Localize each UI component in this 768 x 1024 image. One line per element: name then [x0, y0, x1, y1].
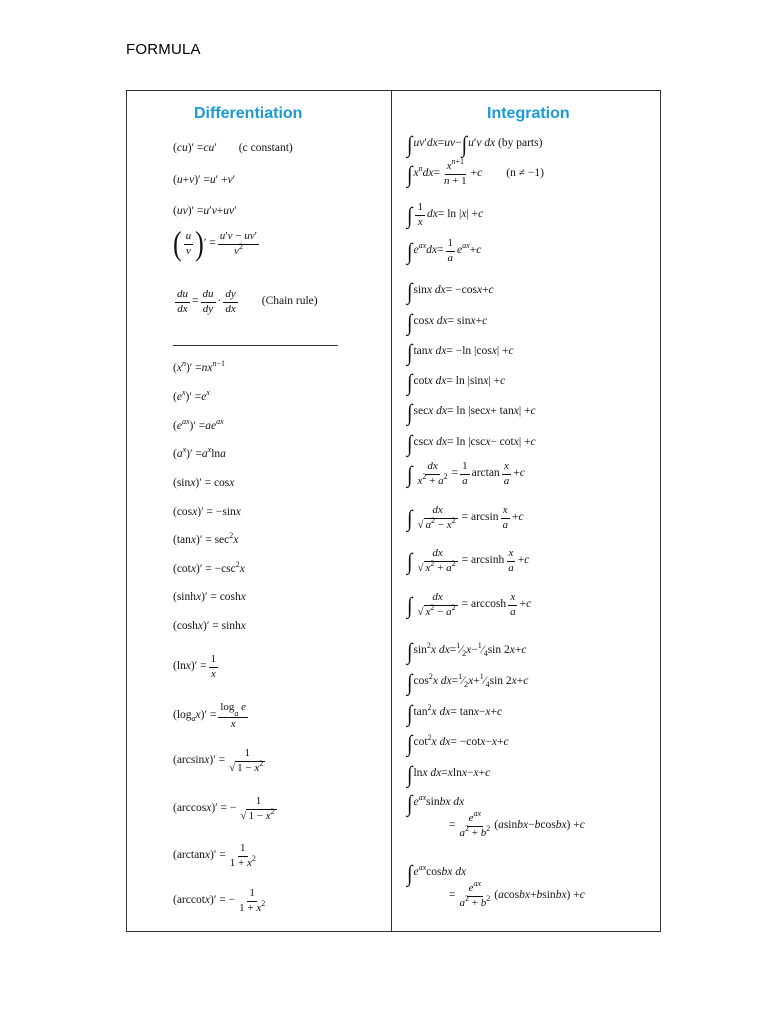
int-arcsinh: ∫ $\frac{dx}{√ x^2 + a^2}$ = arcsinh $\frac{x}{a}$ + c	[407, 547, 530, 575]
diff-constant-multiple: ( cu )′ = cu ′ (c constant)	[173, 142, 293, 154]
int-cos: ∫ cos x dx = sin x + c	[407, 310, 488, 336]
by-parts-note: (by parts)	[498, 137, 543, 150]
int-cos-squared: ∫ cos $^2$ x dx = $^1$ ⁄ $_2$ x + $^1$ ⁄ $_4$ sin 2 x + c	[407, 670, 529, 696]
column-divider	[391, 91, 392, 931]
integration-heading: Integration	[487, 105, 570, 122]
diff-arccos: (arccos x )′ = − $\frac{1}{√ 1 - x^2}$	[173, 795, 275, 822]
document-title: FORMULA	[126, 41, 201, 58]
int-arccosh: ∫ $\frac{dx}{√ x^2 - a^2}$ = arccosh $\frac{x}{a}$ + c	[407, 591, 532, 619]
int-tan: ∫ tan x dx = −ln |cos x | + c	[407, 340, 514, 366]
int-tan-squared: ∫ tan $^2$ x dx = tan x − x + c	[407, 701, 503, 727]
int-exp-sin-lhs: ∫ e $^{ax}$ sin bx dx	[407, 791, 465, 817]
int-sin-squared: ∫ sin $^2$ x dx = $^1$ ⁄ $_2$ x − $^1$ ⁄ $_4$ sin 2 x + c	[407, 639, 527, 665]
differentiation-heading: Differentiation	[194, 105, 303, 122]
int-sin: ∫ sin x dx = −cos x + c	[407, 279, 494, 305]
formula-table	[126, 90, 661, 932]
diff-exp: ( e $^x$ )′ = e $^x$	[173, 387, 210, 403]
diff-a-power-x: ( a $^x$ )′ = a $^x$ ln a	[173, 444, 226, 460]
c-constant-note: (c constant)	[238, 142, 293, 154]
diff-log-a: (log $_a$ x )′ = $\frac{\log_a e}{x}$	[173, 701, 247, 730]
diff-arccot: (arccot x )′ = − $\frac{1}{1 + x^2}$	[173, 887, 266, 914]
diff-arcsin: (arcsin x )′ = $\frac{1}{√ 1 - x^2}$	[173, 747, 264, 774]
int-arctan: ∫ $\frac{dx}{x^2 + a^2}$ = $\frac{1}{a}$ arctan $\frac{x}{a}$ + c	[407, 460, 525, 488]
diff-sum-rule: ( u + v )′ = u ′ + v ′	[173, 174, 236, 186]
int-exp-ax: ∫ e $^{ax}$ dx = $\frac{1}{a}$ e $^{ax}$ + c	[407, 237, 482, 265]
section-divider	[173, 345, 338, 346]
int-arcsin: ∫ $\frac{dx}{√ a^2 - x^2}$ = arcsin $\frac{x}{a}$ + c	[407, 504, 524, 532]
int-by-parts: ∫ uv ′ dx = uv − ∫ u ′ v dx (by parts)	[407, 132, 543, 158]
diff-exp-ax: ( e $^{ax}$ )′ = ae $^{ax}$	[173, 416, 224, 432]
diff-chain-rule: $\frac{du}{dx}$ = $\frac{du}{dy}$ · $\frac{dy}{dx}$ (Chain rule)	[177, 288, 318, 315]
int-sec: ∫ sec x dx = ln |sec x + tan x | + c	[407, 400, 536, 426]
diff-quotient-rule: ( $\frac{u}{v}$ ) ′ = $\frac{u'v - uv'}{v^2}$	[173, 224, 258, 263]
int-exp-cos-lhs: ∫ e $^{ax}$ cos bx dx	[407, 861, 467, 887]
int-reciprocal: ∫ $\frac{1}{x}$ dx = ln | x | + c	[407, 201, 484, 229]
chain-rule-note: (Chain rule)	[261, 295, 318, 308]
int-cot-squared: ∫ cot $^2$ x dx = −cot x − x + c	[407, 731, 509, 757]
diff-sinh: (sinh x )′ = cosh x	[173, 591, 246, 603]
diff-arctan: (arctan x )′ = $\frac{1}{1 + x^2}$	[173, 842, 256, 869]
diff-product-rule: ( uv )′ = u ′ v + uv ′	[173, 205, 237, 217]
diff-cot: (cot x )′ = −csc $^2$ x	[173, 559, 245, 575]
diff-tan: (tan x )′ = sec $^2$ x	[173, 530, 239, 546]
n-not-minus-one-note: (n ≠ −1)	[506, 167, 544, 180]
int-power: ∫ x $^n$ dx = $\frac{x^{n+1}}{n + 1}$ + c (n ≠ −1)	[407, 157, 544, 188]
diff-sin: (sin x )′ = cos x	[173, 477, 235, 489]
int-ln: ∫ ln x dx = x ln x − x + c	[407, 762, 491, 788]
diff-cosh: (cosh x )′ = sinh x	[173, 620, 246, 632]
int-exp-cos-rhs: = $\frac{e^{ax}}{a^2 + b^2}$ ( a cos bx + b sin bx ) + c	[449, 879, 585, 909]
int-cot: ∫ cot x dx = ln |sin x | + c	[407, 370, 506, 396]
int-csc: ∫ csc x dx = ln |csc x − cot x | + c	[407, 431, 536, 457]
int-exp-sin-rhs: = $\frac{e^{ax}}{a^2 + b^2}$ ( a sin bx − b cos bx ) + c	[449, 809, 585, 839]
diff-ln: (ln x )′ = $\frac{1}{x}$	[173, 653, 217, 680]
diff-power: ( x $^n$ )′ = nx $^{n -1}$	[173, 358, 226, 374]
diff-cos: (cos x )′ = −sin x	[173, 506, 241, 518]
